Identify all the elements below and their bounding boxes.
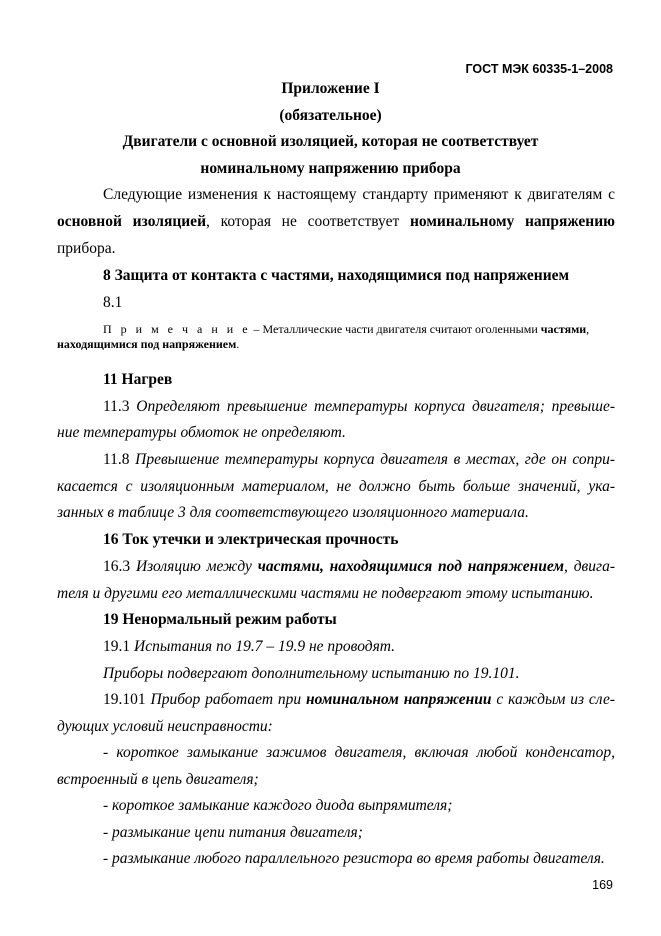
document-header: ГОСТ МЭК 60335-1–2008 <box>465 62 613 76</box>
clause-11-3-line-1: 11.3 Определяют превышение температуры корпуса двигателя; превыше- <box>103 398 615 415</box>
clause-11-8-line-1: 11.8 Превышение температуры корпуса двигателя в местах, где он сопри- <box>103 451 615 468</box>
clause-19-101-line-1: 19.101 Прибор работает при номинальном напряжении с каждым из сле- <box>103 691 615 708</box>
note-line-2: находящимися под напряжением. <box>57 337 240 351</box>
list-item-2: - короткое замыкание каждого диода выпрямителя; <box>103 797 453 814</box>
clause-11-3-line-2: ние температуры обмоток не определяют. <box>57 424 346 441</box>
section-19-heading: 19 Ненормальный режим работы <box>103 611 337 628</box>
section-8-heading: 8 Защита от контакта с частями, находящимися под напряжением <box>103 267 570 284</box>
clause-11-8-line-2: касается с изоляционным материалом, не должно быть больше значений, ука- <box>57 478 615 495</box>
clause-11-8-line-3: занных в таблице 3 для соответствующего изоляционного материала. <box>57 504 529 521</box>
annex-title: Приложение I <box>281 80 380 97</box>
list-item-3: - размыкание цепи питания двигателя; <box>103 824 363 841</box>
section-11-heading: 11 Нагрев <box>103 371 173 388</box>
intro-line-3: прибора. <box>57 240 116 257</box>
clause-19-1-note: Приборы подвергают дополнительному испытанию по 19.101. <box>103 665 520 682</box>
intro-line-2: основной изоляцией, которая не соответствует номинальному напряжению <box>57 213 616 230</box>
term-rated-voltage: номинальному напряжению <box>409 213 616 230</box>
clause-19-101-line-2: дующих условий неисправности: <box>57 718 273 735</box>
annex-subtitle-line-2: номинальному напряжению прибора <box>200 160 461 177</box>
intro-line-1: Следующие изменения к настоящему стандарту применяют к двигателям с <box>103 186 615 203</box>
list-item-1-line-2: встроенный в цепь двигателя; <box>57 771 259 788</box>
annex-status: (обязательное) <box>279 107 382 124</box>
list-item-1-line-1: - короткое замыкание зажимов двигателя, включая любой конденсатор, <box>103 744 615 761</box>
clause-8-1: 8.1 <box>103 294 123 311</box>
page-number: 169 <box>592 878 613 892</box>
clause-16-3-line-1: 16.3 Изоляцию между частями, находящимися под напряжением, двига- <box>103 558 615 575</box>
note-label: П р и м е ч а н и е <box>103 322 251 336</box>
clause-16-3-line-2: теля и другими его металлическими частями не подвергают этому испытанию. <box>57 585 594 602</box>
list-item-4: - размыкание любого параллельного резистора во время работы двигателя. <box>103 850 605 867</box>
clause-19-1: 19.1 Испытания по 19.7 – 19.9 не проводят. <box>103 638 396 655</box>
annex-subtitle-line-1: Двигатели с основной изоляцией, которая не соответствует <box>122 133 539 150</box>
term-basic-insulation: основной изоляцией <box>57 213 206 230</box>
note-line-1: П р и м е ч а н и е – Металлические части двигателя считают оголенными частями, <box>103 322 590 336</box>
section-16-heading: 16 Ток утечки и электрическая прочность <box>103 531 399 548</box>
